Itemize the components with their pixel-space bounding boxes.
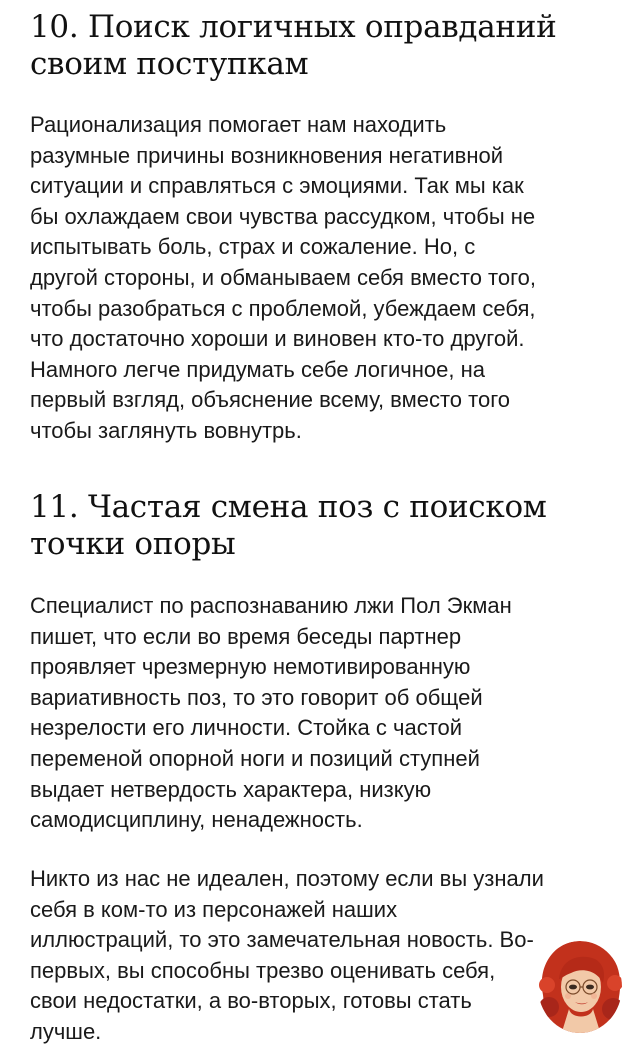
assistant-avatar[interactable] (535, 935, 625, 1035)
redhead-avatar-icon (535, 935, 625, 1035)
section-11-paragraph: Специалист по распознаванию лжи Пол Экман пишет, что если во время беседы партнер проявляет чрезмерную немотивированную вариативность поз, то это говорит об общей незрелости его личности. Стойка с частой переменой опорной ноги и позиций ступней выдает нетвердость характера, низкую самодисциплину, ненадежность. (30, 593, 512, 833)
conclusion-paragraph: Никто из нас не идеален, поэтому если вы узнали себя в ком-то из персонажей наших иллюстраций, то это замечательная новость. Во- первых, вы способны трезво оценивать себя, свои недостатки, а во-вторых, готовы стать лучше. (30, 866, 544, 1044)
section-10-paragraph: Рационализация помогает нам находить разумные причины возникновения негативной ситуации и справляться с эмоциями. Так мы как бы охлаждаем свои чувства рассудком, чтобы не испытывать боль, страх и сожаление. Но, с другой стороны, и обманываем себя вместо того, чтобы разобраться с проблемой, убеждаем себя, что достаточно хороши и виновен кто-то другой. Намного легче придумать себе логичное, на первый взгляд, объяснение всему, вместо того чтобы заглянуть вовнутрь. (30, 112, 537, 443)
section-heading-10: 10. Поиск логичных оправданий своим поступкам (30, 9, 557, 82)
section-heading-11: 11. Частая смена поз с поиском точки опоры (30, 489, 547, 562)
